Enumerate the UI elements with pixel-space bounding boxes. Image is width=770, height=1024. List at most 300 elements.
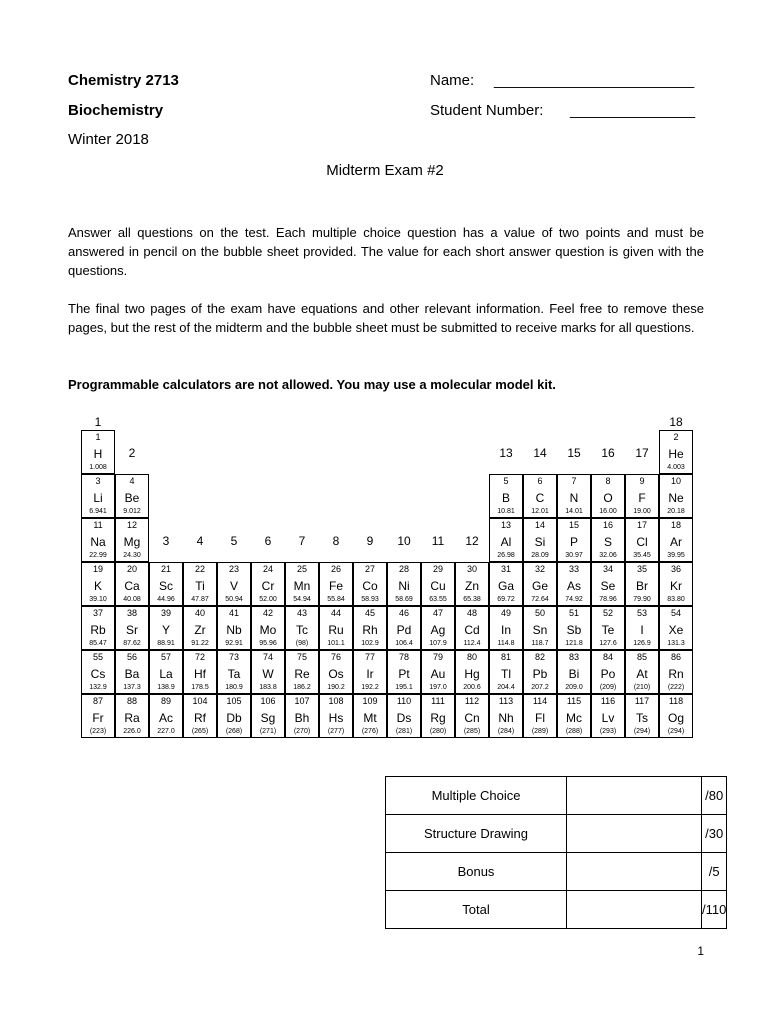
element-cell-re [285, 650, 319, 694]
atomic-mass: 132.9 [89, 684, 107, 691]
atomic-mass: 138.9 [157, 684, 175, 691]
atomic-mass: 12.01 [531, 508, 549, 515]
element-cell-tl [489, 650, 523, 694]
atomic-number: 46 [398, 608, 409, 618]
element-cell-na [81, 518, 115, 562]
element-cell-os [319, 650, 353, 694]
element-symbol: Ar [670, 535, 682, 549]
score-label: Bonus [386, 853, 567, 891]
group-number-3: 3 [162, 534, 170, 548]
element-cell-i [625, 606, 659, 650]
element-cell-al [489, 518, 523, 562]
group-number-11: 11 [431, 534, 445, 548]
element-symbol: Pb [532, 667, 548, 681]
atomic-number: 12 [126, 520, 137, 530]
element-cell-co [353, 562, 387, 606]
element-symbol: Rn [668, 667, 684, 681]
group-number-14: 14 [533, 446, 547, 460]
element-symbol: Fr [92, 711, 104, 725]
atomic-number: 30 [466, 564, 477, 574]
group-number-13: 13 [499, 446, 513, 460]
element-symbol: Cu [430, 579, 446, 593]
element-cell-p [557, 518, 591, 562]
atomic-number: 1 [95, 432, 101, 442]
atomic-number: 27 [364, 564, 375, 574]
element-symbol: Cd [464, 623, 480, 637]
group-number-9: 9 [366, 534, 374, 548]
atomic-number: 19 [92, 564, 103, 574]
element-cell-db [217, 694, 251, 738]
element-symbol: Rb [90, 623, 106, 637]
element-symbol: Cr [261, 579, 275, 593]
atomic-mass: (276) [361, 728, 379, 735]
atomic-mass: 200.6 [463, 684, 481, 691]
element-cell-as [557, 562, 591, 606]
element-symbol: Ge [531, 579, 548, 593]
element-symbol: Pd [396, 623, 412, 637]
atomic-number: 56 [126, 652, 137, 662]
element-symbol: Ti [195, 579, 205, 593]
element-symbol: Na [90, 535, 106, 549]
group-number-1: 1 [94, 415, 102, 429]
element-cell-ir [353, 650, 387, 694]
element-symbol: Mc [566, 711, 582, 725]
atomic-mass: 112.4 [463, 640, 481, 647]
element-symbol: In [500, 623, 511, 637]
atomic-number: 48 [466, 608, 477, 618]
element-cell-br [625, 562, 659, 606]
atomic-mass: 114.8 [497, 640, 515, 647]
element-cell-mt [353, 694, 387, 738]
element-cell-fr [81, 694, 115, 738]
atomic-number: 110 [396, 696, 412, 706]
element-symbol: Ts [636, 711, 648, 725]
atomic-mass: 26.98 [497, 552, 515, 559]
atomic-number: 35 [636, 564, 647, 574]
element-cell-f [625, 474, 659, 518]
atomic-number: 41 [228, 608, 239, 618]
atomic-number: 80 [466, 652, 477, 662]
atomic-mass: 195.1 [395, 684, 413, 691]
atomic-number: 9 [639, 476, 645, 486]
atomic-number: 34 [602, 564, 613, 574]
element-symbol: Ag [430, 623, 446, 637]
atomic-number: 40 [194, 608, 205, 618]
atomic-mass: 186.2 [293, 684, 311, 691]
element-cell-be [115, 474, 149, 518]
element-symbol: Hs [328, 711, 344, 725]
element-symbol: Rh [362, 623, 378, 637]
element-cell-pb [523, 650, 557, 694]
element-cell-te [591, 606, 625, 650]
score-max: /30 [702, 815, 727, 853]
element-cell-h [81, 430, 115, 474]
atomic-number: 15 [568, 520, 579, 530]
element-cell-n [557, 474, 591, 518]
atomic-mass: 4.003 [667, 464, 685, 471]
element-symbol: W [262, 667, 274, 681]
element-symbol: Ne [668, 491, 684, 505]
element-symbol: Sc [158, 579, 173, 593]
atomic-number: 75 [296, 652, 307, 662]
element-symbol: Sb [566, 623, 582, 637]
atomic-number: 104 [192, 696, 208, 706]
page-number: 1 [697, 944, 704, 958]
element-cell-og [659, 694, 693, 738]
element-symbol: C [535, 491, 545, 505]
element-symbol: Re [294, 667, 310, 681]
element-symbol: Ac [158, 711, 173, 725]
element-symbol: Po [600, 667, 616, 681]
atomic-number: 116 [600, 696, 616, 706]
atomic-number: 72 [194, 652, 205, 662]
element-cell-nh [489, 694, 523, 738]
atomic-mass: 92.91 [225, 640, 243, 647]
atomic-number: 54 [670, 608, 681, 618]
element-symbol: Tc [296, 623, 308, 637]
atomic-mass: (271) [259, 728, 277, 735]
element-symbol: Si [534, 535, 546, 549]
atomic-number: 3 [95, 476, 101, 486]
element-symbol: Tl [501, 667, 511, 681]
element-symbol: Rf [194, 711, 206, 725]
element-symbol: Og [667, 711, 684, 725]
atomic-number: 117 [634, 696, 650, 706]
atomic-mass: 14.01 [565, 508, 583, 515]
atomic-mass: 91.22 [191, 640, 209, 647]
atomic-mass: (284) [497, 728, 515, 735]
score-row-structure-drawing [386, 815, 727, 853]
atomic-number: 107 [294, 696, 310, 706]
element-cell-w [251, 650, 285, 694]
atomic-number: 5 [503, 476, 509, 486]
atomic-number: 79 [432, 652, 443, 662]
score-label: Structure Drawing [386, 815, 567, 853]
element-cell-la [149, 650, 183, 694]
atomic-mass: 101.1 [327, 640, 345, 647]
element-symbol: Br [636, 579, 648, 593]
atomic-mass: 50.94 [225, 596, 243, 603]
atomic-mass: 192.2 [361, 684, 379, 691]
atomic-number: 49 [500, 608, 511, 618]
name-label: Name: [430, 72, 475, 89]
element-cell-nb [217, 606, 251, 650]
score-row-bonus [386, 853, 727, 891]
atomic-mass: (265) [191, 728, 209, 735]
atomic-number: 26 [330, 564, 341, 574]
element-symbol: Os [328, 667, 344, 681]
atomic-mass: 180.9 [225, 684, 243, 691]
atomic-number: 24 [262, 564, 273, 574]
atomic-number: 55 [92, 652, 103, 662]
atomic-number: 50 [534, 608, 545, 618]
atomic-mass: (280) [429, 728, 447, 735]
element-symbol: Rg [430, 711, 446, 725]
element-cell-sb [557, 606, 591, 650]
atomic-number: 22 [194, 564, 205, 574]
element-symbol: Lv [601, 711, 615, 725]
element-symbol: Ca [124, 579, 140, 593]
atomic-mass: 190.2 [327, 684, 345, 691]
element-cell-fe [319, 562, 353, 606]
atomic-mass: 52.00 [259, 596, 277, 603]
atomic-number: 114 [532, 696, 548, 706]
atomic-number: 32 [534, 564, 545, 574]
course-title: Chemistry 2713 [68, 72, 179, 89]
element-cell-k [81, 562, 115, 606]
atomic-mass: 10.81 [497, 508, 515, 515]
element-cell-mc [557, 694, 591, 738]
element-cell-cl [625, 518, 659, 562]
atomic-number: 44 [330, 608, 341, 618]
atomic-number: 47 [432, 608, 443, 618]
element-cell-rh [353, 606, 387, 650]
atomic-number: 18 [670, 520, 681, 530]
atomic-mass: 183.8 [259, 684, 277, 691]
atomic-mass: 54.94 [293, 596, 311, 603]
atomic-mass: 58.69 [395, 596, 413, 603]
element-symbol: Nh [498, 711, 514, 725]
atomic-mass: (288) [565, 728, 583, 735]
element-cell-s [591, 518, 625, 562]
atomic-number: 106 [260, 696, 276, 706]
element-cell-kr [659, 562, 693, 606]
element-symbol: At [636, 667, 648, 681]
group-number-8: 8 [332, 534, 340, 548]
atomic-mass: 106.4 [395, 640, 413, 647]
atomic-number: 39 [160, 608, 171, 618]
name-field[interactable]: ________________________ [494, 72, 695, 89]
atomic-mass: 88.91 [157, 640, 175, 647]
exam-title: Midterm Exam #2 [326, 162, 444, 179]
element-symbol: Hg [464, 667, 480, 681]
atomic-number: 109 [362, 696, 378, 706]
group-number-17: 17 [635, 446, 649, 460]
element-symbol: Db [226, 711, 242, 725]
element-cell-bh [285, 694, 319, 738]
atomic-mass: 204.4 [497, 684, 515, 691]
atomic-mass: 118.7 [531, 640, 549, 647]
element-symbol: Cs [90, 667, 106, 681]
element-cell-xe [659, 606, 693, 650]
atomic-number: 111 [431, 696, 445, 706]
atomic-number: 10 [670, 476, 681, 486]
score-max: /5 [702, 853, 727, 891]
atomic-mass: 28.09 [531, 552, 549, 559]
atomic-number: 7 [571, 476, 577, 486]
element-symbol: Kr [670, 579, 682, 593]
element-cell-pd [387, 606, 421, 650]
score-entry-cell [567, 815, 702, 853]
instructions-paragraph-1: Answer all questions on the test. Each multiple choice question has a value of two points and must be answered in pencil on the bubble sheet provided. The value for each short answer question is given with the questions. [68, 225, 704, 278]
score-entry-cell [567, 777, 702, 815]
atomic-number: 78 [398, 652, 409, 662]
element-cell-lv [591, 694, 625, 738]
element-symbol: Zn [464, 579, 479, 593]
atomic-mass: 22.99 [89, 552, 107, 559]
atomic-number: 85 [636, 652, 647, 662]
element-symbol: Te [601, 623, 615, 637]
atomic-number: 81 [500, 652, 511, 662]
atomic-number: 57 [160, 652, 171, 662]
atomic-number: 53 [636, 608, 647, 618]
element-symbol: Fe [328, 579, 343, 593]
atomic-number: 4 [129, 476, 135, 486]
element-cell-zn [455, 562, 489, 606]
group-number-5: 5 [230, 534, 238, 548]
group-number-18: 18 [669, 415, 683, 429]
element-symbol: Ds [396, 711, 412, 725]
atomic-number: 38 [126, 608, 137, 618]
atomic-number: 11 [93, 520, 103, 530]
element-symbol: Sr [126, 623, 138, 637]
atomic-mass: (277) [327, 728, 345, 735]
atomic-mass: (294) [633, 728, 651, 735]
atomic-mass: 69.72 [497, 596, 515, 603]
atomic-mass: 44.96 [157, 596, 175, 603]
instructions-paragraph-3: Programmable calculators are not allowed. You may use a molecular model kit. [68, 377, 556, 392]
element-symbol: As [566, 579, 581, 593]
element-cell-ra [115, 694, 149, 738]
atomic-number: 87 [92, 696, 103, 706]
atomic-number: 31 [500, 564, 511, 574]
course-subject: Biochemistry [68, 102, 164, 119]
element-cell-li [81, 474, 115, 518]
element-cell-ts [625, 694, 659, 738]
element-symbol: Al [500, 535, 512, 549]
atomic-number: 13 [500, 520, 511, 530]
instructions-paragraph-2: The final two pages of the exam have equations and other relevant information. Feel free to remove these pages, but the rest of the midterm and the bubble sheet must be submitted to receive marks for all questions. [68, 301, 704, 335]
atomic-mass: (294) [667, 728, 685, 735]
element-cell-cd [455, 606, 489, 650]
element-cell-ni [387, 562, 421, 606]
atomic-number: 43 [296, 608, 307, 618]
element-cell-hs [319, 694, 353, 738]
atomic-number: 73 [228, 652, 239, 662]
atomic-mass: 107.9 [429, 640, 447, 647]
element-symbol: B [501, 491, 510, 505]
element-cell-ru [319, 606, 353, 650]
element-symbol: H [93, 447, 103, 461]
element-cell-ag [421, 606, 455, 650]
element-symbol: La [159, 667, 173, 681]
atomic-number: 29 [432, 564, 443, 574]
atomic-mass: 20.18 [667, 508, 685, 515]
element-cell-b [489, 474, 523, 518]
element-symbol: Ta [227, 667, 241, 681]
element-symbol: Nb [226, 623, 242, 637]
element-cell-sr [115, 606, 149, 650]
atomic-mass: 55.84 [327, 596, 345, 603]
atomic-mass: (210) [633, 684, 651, 691]
element-cell-ac [149, 694, 183, 738]
element-cell-ta [217, 650, 251, 694]
atomic-number: 52 [602, 608, 613, 618]
element-symbol: S [603, 535, 612, 549]
element-symbol: F [638, 491, 646, 505]
atomic-mass: 197.0 [429, 684, 447, 691]
element-symbol: Li [93, 491, 103, 505]
atomic-number: 42 [262, 608, 273, 618]
element-cell-rf [183, 694, 217, 738]
element-cell-hf [183, 650, 217, 694]
element-symbol: Fl [535, 711, 545, 725]
atomic-mass: 121.8 [565, 640, 583, 647]
element-symbol: Bi [568, 667, 580, 681]
element-cell-ga [489, 562, 523, 606]
element-cell-rb [81, 606, 115, 650]
atomic-number: 23 [228, 564, 239, 574]
element-symbol: Pt [398, 667, 410, 681]
atomic-number: 82 [534, 652, 545, 662]
atomic-mass: 63.55 [429, 596, 447, 603]
element-symbol: Mg [123, 535, 141, 549]
atomic-mass: 227.0 [157, 728, 175, 735]
atomic-mass: 209.0 [565, 684, 583, 691]
element-cell-cu [421, 562, 455, 606]
score-max: /110 [702, 891, 727, 929]
element-symbol: Mt [363, 711, 377, 725]
element-cell-cn [455, 694, 489, 738]
element-cell-v [217, 562, 251, 606]
element-cell-ge [523, 562, 557, 606]
atomic-mass: 39.95 [667, 552, 685, 559]
atomic-number: 83 [568, 652, 579, 662]
element-symbol: Sg [260, 711, 276, 725]
element-cell-ar [659, 518, 693, 562]
element-cell-rn [659, 650, 693, 694]
element-symbol: Sn [532, 623, 548, 637]
element-cell-ds [387, 694, 421, 738]
element-cell-c [523, 474, 557, 518]
atomic-mass: 95.96 [259, 640, 277, 647]
atomic-mass: 85.47 [89, 640, 107, 647]
atomic-mass: 72.64 [531, 596, 549, 603]
element-cell-ba [115, 650, 149, 694]
group-number-15: 15 [567, 446, 581, 460]
atomic-mass: 65.38 [463, 596, 481, 603]
atomic-number: 105 [226, 696, 242, 706]
score-entry-cell [567, 891, 702, 929]
element-symbol: He [668, 447, 684, 461]
atomic-mass: 32.06 [599, 552, 617, 559]
student-number-field[interactable]: _______________ [570, 102, 696, 119]
element-symbol: K [93, 579, 102, 593]
atomic-number: 77 [364, 652, 375, 662]
atomic-mass: 126.9 [633, 640, 651, 647]
atomic-mass: 6.941 [89, 508, 107, 515]
score-row-multiple-choice [386, 777, 727, 815]
atomic-mass: (289) [531, 728, 549, 735]
atomic-mass: (209) [599, 684, 617, 691]
atomic-number: 84 [602, 652, 613, 662]
element-symbol: Ra [124, 711, 140, 725]
atomic-mass: (268) [225, 728, 243, 735]
score-entry-cell [567, 853, 702, 891]
element-cell-pt [387, 650, 421, 694]
atomic-number: 118 [668, 696, 684, 706]
atomic-number: 112 [464, 696, 480, 706]
atomic-mass: (281) [395, 728, 413, 735]
atomic-mass: 226.0 [123, 728, 141, 735]
element-cell-in [489, 606, 523, 650]
group-number-2: 2 [128, 446, 136, 460]
element-symbol: Ir [366, 667, 374, 681]
element-symbol: Xe [668, 623, 684, 637]
atomic-mass: 9.012 [123, 508, 141, 515]
element-symbol: N [569, 491, 579, 505]
atomic-number: 45 [364, 608, 375, 618]
